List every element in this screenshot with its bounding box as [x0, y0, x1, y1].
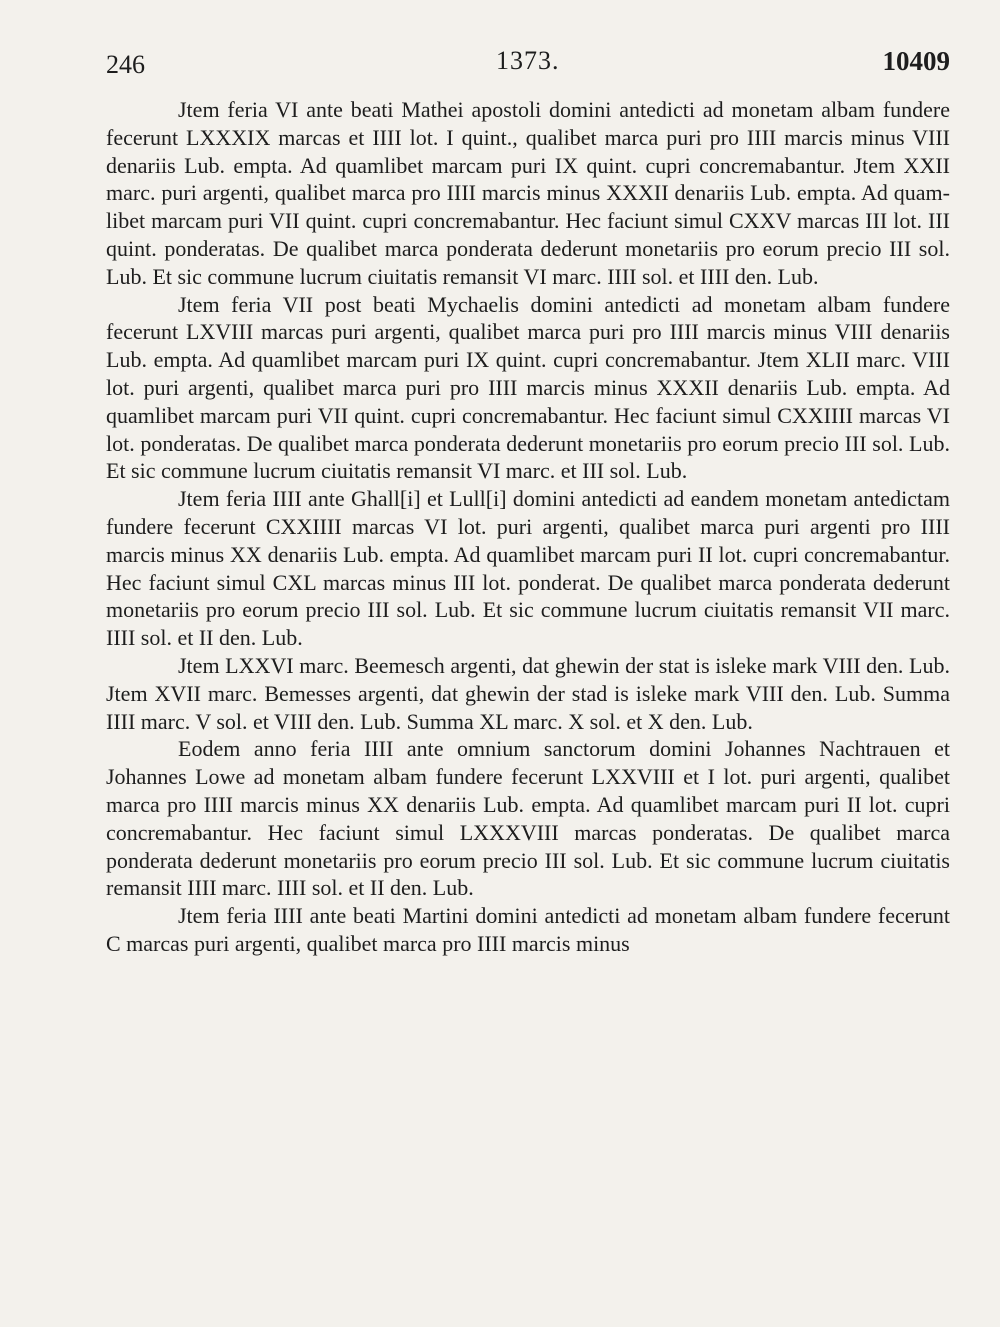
document-body: [106, 96, 950, 958]
paragraph: Eodem anno feria IIII ante omnium sanctorum domini Johannes Nachtrauen et Johannes Lowe ad monetam albam fundere fecerunt LXXVIII et I lot. puri argenti, qualibet marca pro IIII marcis minus XX denariis Lub. empta. Ad quamlibet marcam puri II lot. cupri concremabantur. Hec faciunt simul LXXXVIII marcas ponderatas. De qualibet marca ponderata dederunt monetariis pro eorum precio III sol. Lub. Et sic commune lucrum ciuitatis remansit IIII marc. IIII sol. et II den. Lub.: [106, 736, 950, 901]
paragraph: Jtem feria VI ante beati Mathei apostoli domini antedicti ad monetam albam fundere fecerunt LXXXIX marcas et IIII lot. I quint., qualibet marca puri pro IIII marcis minus VIII denariis Lub. empta. Ad quamlibet marcam puri IX quint. cupri concremabantur. Jtem XXII marc. puri argenti, qualibet marca pro IIII marcis minus XXXII denariis Lub. empta. Ad quamlibet marcam puri VII quint. cupri concremabantur. Hec faciunt simul CXXV marcas III lot. III quint. ponderatas. De qualibet marca ponderata dederunt monetariis pro eorum precio III sol. Lub. Et sic commune lucrum ciuitatis remansit VI marc. IIII sol. et IIII den. Lub.: [106, 97, 950, 289]
page-header: [106, 44, 950, 88]
paragraph: Jtem LXXVI marc. Beemesch argenti, dat ghewin der stat is isleke mark VIII den. Lub. Jtem XVII marc. Bemesses argenti, dat ghewin der stad is isleke mark VIII den. Lub. Summa IIII marc. V sol. et VIII den. Lub. Summa XL marc. X sol. et X den. Lub.: [106, 652, 950, 734]
running-year: 1373.: [496, 46, 560, 75]
paragraph: Jtem feria VII post beati Mychaelis domini antedicti ad monetam albam fundere fecerunt LXVIII marcas puri argenti, qualibet marca puri pro IIII marcis minus VIII denariis Lub. empta. Ad quamlibet marcam puri IX quint. cupri concremabantur. Jtem XLII marc. VIII lot. puri argenti, qualibet marca puri pro IIII marcis minus XXXII denariis Lub. empta. Ad quamlibet marcam puri VII quint. cupri concremabantur. Hec faciunt simul CXXIIII marcas VI lot. ponderatas. De qualibet marca ponderata dederunt monetariis pro eorum precio III sol. Lub. Et sic commune lucrum ciuitatis remansit VI marc. et III sol. Lub.: [106, 291, 950, 484]
paragraph: Jtem feria IIII ante Ghall[i] et Lull[i] domini antedicti ad eandem monetam antedictam fundere fecerunt CXXIIII marcas VI lot. puri argenti, qualibet marca puri argenti pro IIII marcis minus XX denariis Lub. empta. Ad quamlibet marcam puri II lot. cupri concremabantur. Hec faciunt simul CXL marcas minus III lot. ponderat. De qualibet marca ponderata dederunt monetariis pro eorum precio III sol. Lub. Et sic commune lucrum ciuitatis remansit VII marc. IIII sol. et II den. Lub.: [106, 486, 950, 651]
page-number: 246: [106, 50, 145, 79]
paragraph: Jtem feria IIII ante beati Martini domini antedicti ad monetam albam fundere fecerunt C marcas puri argenti, qualibet marca pro IIII marcis minus: [106, 903, 950, 956]
entry-number: 10409: [882, 46, 950, 76]
